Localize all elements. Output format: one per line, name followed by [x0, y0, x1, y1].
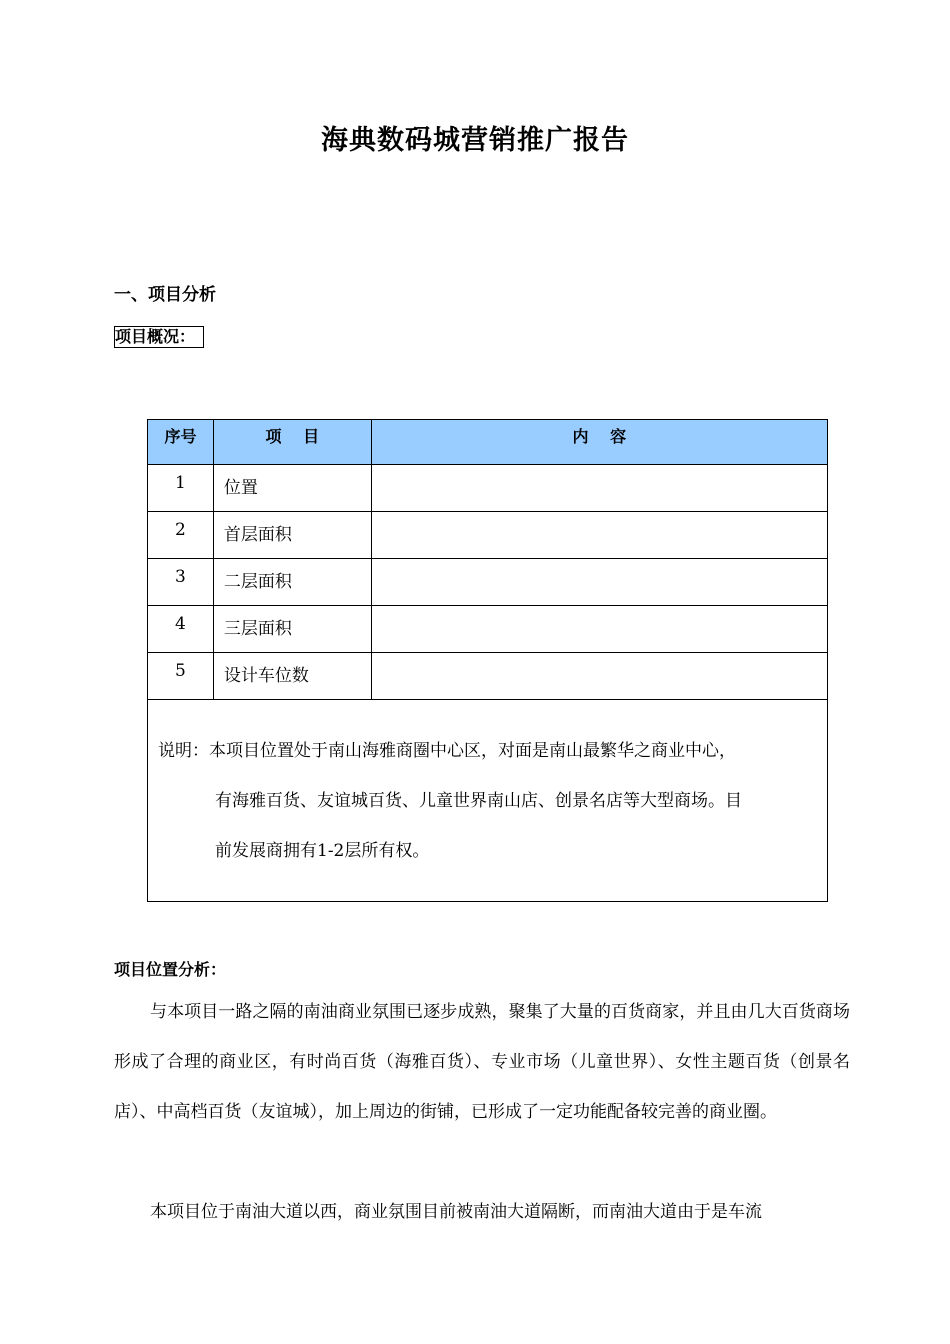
cell-item: 三层面积 — [213, 606, 371, 653]
note-line-2: 有海雅百货、友谊城百货、儿童世界南山店、创景名店等大型商场。目 — [215, 791, 742, 811]
cell-item: 二层面积 — [213, 559, 371, 606]
paragraph-1: 与本项目一路之隔的南油商业氛围已逐步成熟，聚集了大量的百货商家，并且由几大百货商场形成了合理的商业区，有时尚百货（海雅百货）、专业市场（儿童世界）、女性主题百货（创景名店）、中高档百货（友谊城），加上周边的街铺，已形成了一定功能配备较完善的商业圈。 — [114, 1002, 850, 1122]
header-item: 项 目 — [213, 420, 371, 465]
cell-content — [371, 653, 827, 700]
cell-content — [371, 512, 827, 559]
table-row — [148, 653, 828, 700]
cell-no: 4 — [148, 606, 214, 653]
cell-item: 设计车位数 — [213, 653, 371, 700]
cell-no: 2 — [148, 512, 214, 559]
table-note-row — [148, 700, 828, 902]
cell-content — [371, 606, 827, 653]
table-row — [148, 512, 828, 559]
table-row — [148, 606, 828, 653]
document-title: 海典数码城营销推广报告 — [321, 125, 629, 156]
section-heading-project-analysis: 一、项目分析 — [114, 285, 216, 305]
cell-no: 3 — [148, 559, 214, 606]
cell-no: 5 — [148, 653, 214, 700]
note-line-1: 说明：本项目位置处于南山海雅商圈中心区，对面是南山最繁华之商业中心， — [158, 741, 736, 761]
project-overview-table — [147, 419, 828, 902]
note-line-3: 前发展商拥有1-2层所有权。 — [215, 841, 430, 861]
paragraph-2: 本项目位于南油大道以西，商业氛围目前被南油大道隔断，而南油大道由于是车流 — [150, 1202, 762, 1222]
header-no: 序号 — [148, 420, 214, 465]
overview-label: 项目概况： — [114, 326, 204, 348]
header-content: 内 容 — [371, 420, 827, 465]
cell-content — [371, 465, 827, 512]
cell-item: 位置 — [213, 465, 371, 512]
cell-content — [371, 559, 827, 606]
cell-no: 1 — [148, 465, 214, 512]
table-row — [148, 465, 828, 512]
cell-item: 首层面积 — [213, 512, 371, 559]
table-row — [148, 559, 828, 606]
table-note-cell — [148, 700, 828, 902]
table-header-row — [148, 420, 828, 465]
location-analysis-heading: 项目位置分析： — [114, 960, 227, 979]
